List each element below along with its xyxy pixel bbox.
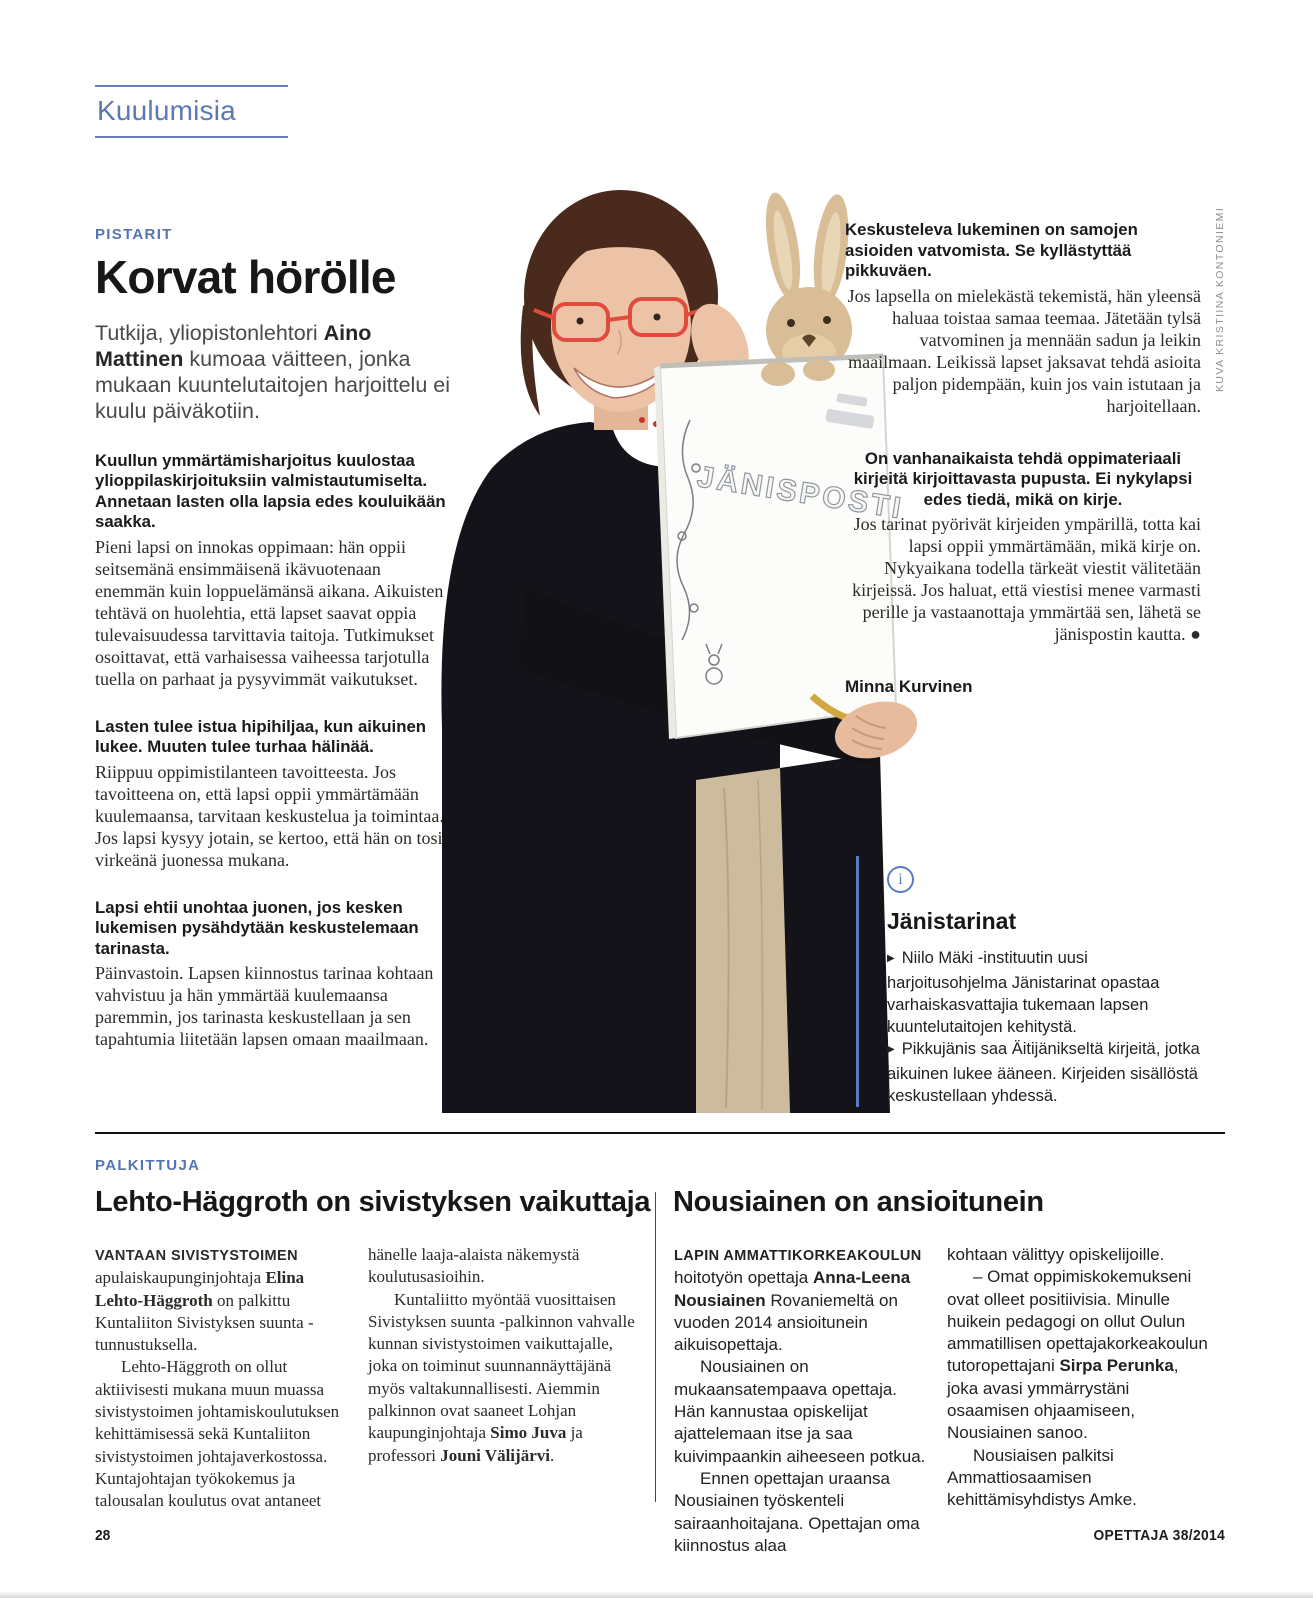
qa-block (95, 451, 451, 690)
eye-right (654, 314, 661, 321)
issue-label: OPETTAJA 38/2014 (1093, 1527, 1225, 1544)
answer: Jos lapsella on mielekästä tekemistä, hän yleensä haluaa toistaa samaa teemaa. Jätetään tylsä vatvominen ja mennään sadun ja leikin maailmaan. Leikissä lapset jaksavat tehdä asioita paljon pidempään, kuin jos vain istutaan ja harjoitellaan. (847, 285, 1201, 416)
award-headline-2: Nousiainen on ansioitunein (673, 1186, 1044, 1218)
paragraph: kohtaan välittyy opiskelijoille. (947, 1245, 1165, 1264)
awards-kicker: PALKITTUJA (95, 1157, 201, 1174)
page-edge-shadow (0, 1591, 1313, 1598)
article-title: Korvat hörölle (95, 251, 396, 303)
qa-block (95, 717, 451, 871)
paragraph: Nousiainen on mukaansatempaava opettaja. Hän kannustaa opiskelijat ajattelemaan itse ja saa kuivimpaankin aiheeseen potkua. (674, 1357, 926, 1466)
paragraph: Nousiaisen palkitsi Ammattiosaamisen kehittämisyhdistys Amke. (947, 1445, 1137, 1510)
answer: Riippuu oppimistilanteen tavoitteesta. Jos tavoitteena on, että lapsi oppii ymmärtämään kuulemaansa, tarvitaan keskustelua ja toimintaa. Jos lapsi kysyy jotain, se kertoo, että hän on tosi virkeänä juonessa mukana. (95, 761, 444, 870)
info-icon: i (887, 866, 914, 893)
question: Kuullun ymmärtämisharjoitus kuulostaa ylioppilaskirjoituksiin valmistautumiselta. Annetaan lasten olla lapsia edes kouluikään saakka. (95, 450, 446, 532)
trousers (696, 768, 790, 1113)
qa-block (95, 898, 451, 1051)
header-rule-bottom (95, 136, 288, 138)
paragraph: VANTAAN SIVISTYSTOIMEN apulaiskaupunginjohtaja Elina Lehto-Häggroth on palkittu Kuntaliiton Sivistyksen suunta -tunnustuksella. (95, 1248, 314, 1355)
triangle-bullet-icon: ▶ (887, 1044, 895, 1055)
paragraph: LAPIN AMMATTIKORKEAKOULUN hoitotyön opettaja Anna-Leena Nousiainen Rovaniemeltä on vuoden 2014 ansioitunein aikuisopettaja. (674, 1248, 922, 1355)
infobox-list (887, 947, 1204, 1107)
column-divider (655, 1192, 656, 1502)
article-kicker: PISTARIT (95, 226, 173, 243)
award2-column1 (674, 1244, 926, 1557)
article-lede: Tutkija, yliopistonlehtori Aino Mattinen kumoaa väitteen, jonka mukaan kuuntelutaitojen harjoittelu ei kuulu päiväkotiin. (95, 320, 450, 423)
question: Keskusteleva lukeminen on samojen asioiden vatvomista. Se kyllästyttää pikkuväen. (845, 220, 1138, 280)
paragraph: Lehto-Häggroth on ollut aktiivisesti mukana muun muassa sivistystoimen johtamiskoulutuksen kehittämisessä sekä Kuntaliiton sivistystoimen johtajaverkostossa. Kuntajohtajan työkokemus ja talousalan koulutus ovat antaneet (95, 1357, 340, 1511)
page-number: 28 (95, 1527, 111, 1544)
award1-column2 (368, 1244, 636, 1467)
section-title: Kuulumisia (97, 95, 236, 126)
award-headline-1: Lehto-Häggroth on sivistyksen vaikuttaja (95, 1186, 651, 1218)
paragraph: hänelle laaja-alaista näkemystä koulutusasioihin. (368, 1245, 580, 1287)
infobox-title: Jänistarinat (887, 908, 1017, 934)
triangle-bullet-icon: ▶ (887, 953, 895, 964)
question: Lapsi ehtii unohtaa juonen, jos kesken lukemisen pysähdytään keskustelemaan tarinasta. (95, 897, 419, 958)
qa-block (845, 449, 1201, 646)
paragraph: – Omat oppimiskokemukseni ovat olleet positiivisia. Minulle huikein pedagogi on ollut Oulun ammatillisen opettajakorkeakoulun tutoropettajani Sirpa Perunka, joka avasi ymmärrystäni osaamisen ohjaamiseen, Nousiainen sanoo. (947, 1267, 1208, 1443)
question: Lasten tulee istua hipihiljaa, kun aikuinen lukee. Muuten tulee turhaa hälinää. (95, 716, 427, 757)
byline: Minna Kurvinen (845, 677, 973, 696)
award2-column2 (947, 1244, 1209, 1512)
qa-block (845, 220, 1201, 417)
article-left-column (95, 226, 451, 1050)
infobox-item: ▶ Pikkujänis saa Äitijänikseltä kirjeitä, jotka aikuinen lukee ääneen. Kirjeiden sisällöstä keskustellaan yhdessä. (887, 1040, 1200, 1105)
answer: Pieni lapsi on innokas oppimaan: hän oppii seitsemänä ensimmäisenä ikävuotenaan enemmän kuin loppuelämänsä aikana. Aikuisten tehtävä on huolehtia, että lapset saavat oppia tulevaisuudessa tarvittavia taitoja. Tutkimukset osoittavat, että varhaisessa vaiheessa tarjotulla tuella on parhaat ja pysyvimmät vaikutukset. (95, 536, 444, 689)
infobox-item: ▶ Niilo Mäki -instituutin uusi harjoitusohjelma Jänistarinat opastaa varhaiskasvattajia tukemaan lapsen kuuntelutaitojen kehitystä. (887, 949, 1160, 1036)
award1-column1 (95, 1244, 349, 1513)
paragraph: Kuntaliitto myöntää vuosittaisen Sivistyksen suunta -palkinnon vahvalle kunnan sivistystoimen vaikuttajalle, joka on toiminut suunnannäyttäjänä myös valtakunnallisesti. Aiemmin palkinnon ovat saaneet Lohjan kaupunginjohtaja Simo Juva ja professori Jouni Välijärvi. (368, 1289, 635, 1465)
article-right-column (845, 220, 1201, 697)
answer: Jos tarinat pyörivät kirjeiden ympärillä, totta kai lapsi oppii ymmärtämään, mikä kirje on. Nykyaikana todella tärkeät viestit välitetään kirjeissä. Jos haluat, että viestisi menee varmasti perille ja vastaanottaja ymmärtää sen, lähetä se jänispostin kautta. ● (852, 514, 1201, 644)
box-label: JÄNISPOSTI (694, 460, 906, 526)
answer: Päinvastoin. Lapsen kiinnostus tarinaa kohtaan vahvistuu ja hän ymmärtää kuulemaansa paremmin, jos tarinasta keskustellaan ja sen tapahtumia liitetään lapsen omaan maailmaan. (95, 963, 434, 1050)
photo-credit: KUVA KRISTIINA KONTONIEMI (1214, 206, 1226, 392)
question: On vanhanaikaista tehdä oppimateriaali kirjeitä kirjoittavasta pupusta. Ei nykylapsi edes tiedä, mikä on kirje. (853, 448, 1193, 509)
section-header (95, 85, 288, 138)
paragraph: Ennen opettajan uraansa Nousiainen työskenteli sairaanhoitajana. Opettajan oma kiinnostus alaa (674, 1468, 920, 1555)
eye-left (577, 318, 584, 325)
section-divider (95, 1132, 1225, 1134)
infobox (856, 856, 1204, 1107)
